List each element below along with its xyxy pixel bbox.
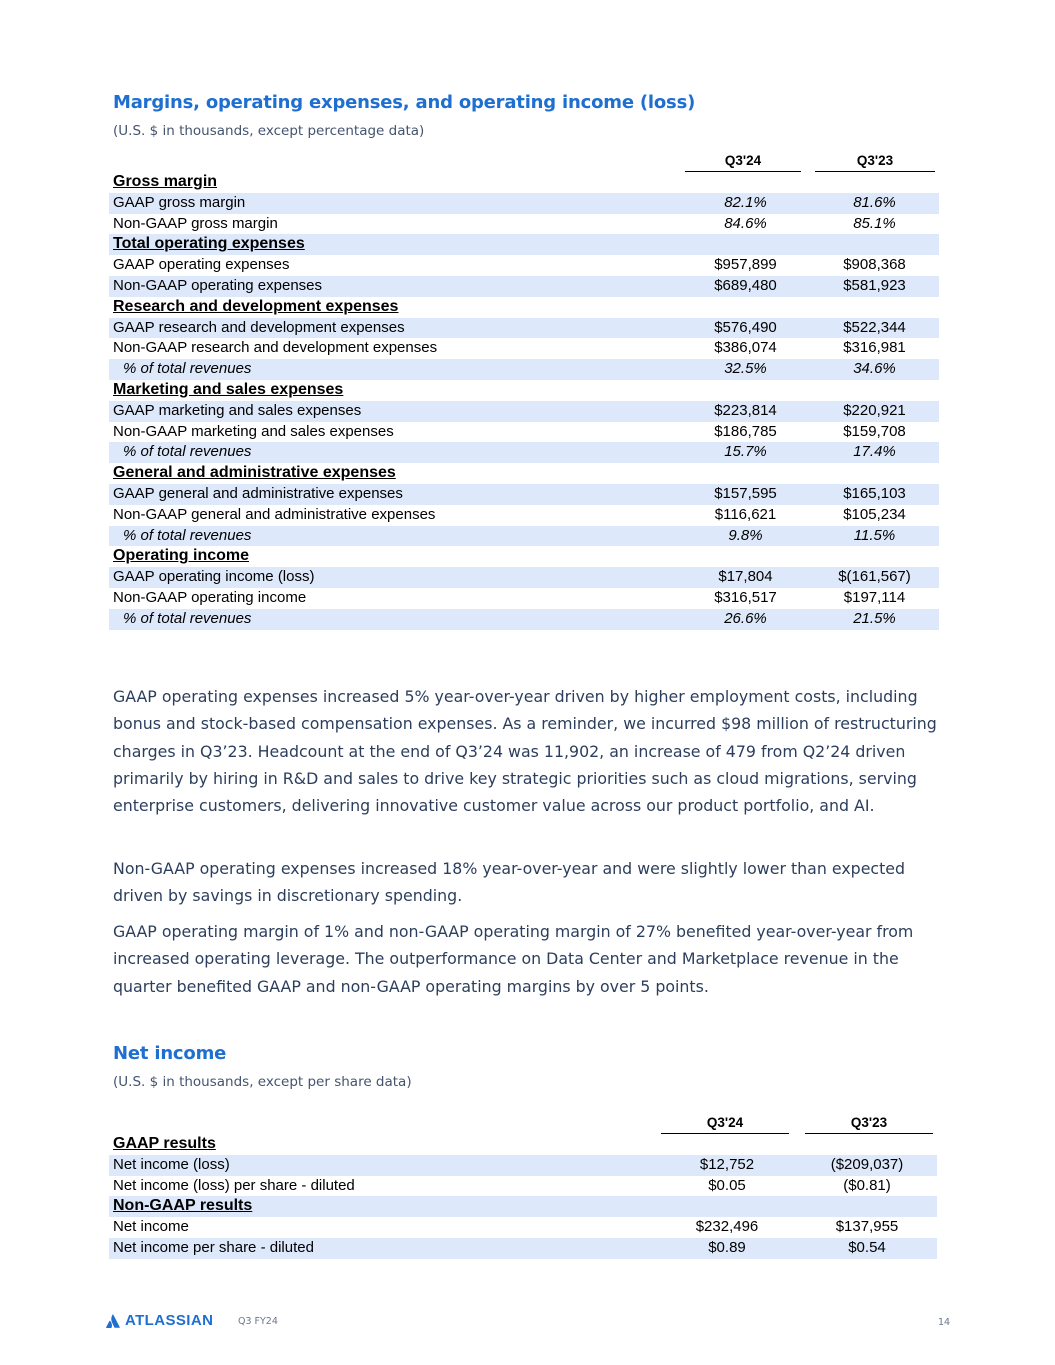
- section-header-row: [109, 546, 939, 567]
- value-q3-24: $223,814: [681, 401, 810, 422]
- empty-cell: [681, 297, 810, 318]
- section-label: Non-GAAP results: [109, 1196, 657, 1217]
- row-label: Net income (loss): [109, 1155, 657, 1176]
- empty-cell: [681, 172, 810, 193]
- table-row: [109, 318, 939, 339]
- value-q3-23: ($0.81): [843, 1176, 891, 1194]
- empty-cell: [681, 380, 810, 401]
- row-label: GAAP gross margin: [109, 193, 681, 214]
- brand-name: ATLASSIAN: [125, 1312, 214, 1329]
- table-row: [109, 567, 939, 588]
- value-q3-24: $232,496: [695, 1218, 759, 1236]
- table-row: [109, 484, 939, 505]
- value-q3-24: $957,899: [714, 256, 777, 274]
- value-q3-23: 21.5%: [810, 609, 939, 630]
- value-q3-24: 15.7%: [681, 442, 810, 463]
- section-subtitle-net-income: (U.S. $ in thousands, except per share data): [113, 1074, 412, 1090]
- table-row: [109, 609, 939, 630]
- empty-cell: [810, 172, 939, 193]
- row-label: Non-GAAP operating income: [113, 588, 307, 606]
- section-label: Gross margin: [113, 173, 218, 190]
- value-q3-23: $(161,567): [810, 567, 939, 588]
- value-q3-23: $105,234: [843, 505, 906, 523]
- value-q3-24: 82.1%: [681, 193, 810, 214]
- table-row: [109, 359, 939, 380]
- value-q3-23: 85.1%: [853, 214, 896, 232]
- table-row: [109, 338, 939, 359]
- value-q3-24: $17,804: [681, 567, 810, 588]
- column-header-q3-24: Q3'24: [657, 1112, 797, 1134]
- table-row: [109, 214, 939, 235]
- value-q3-23: $908,368: [843, 256, 906, 274]
- row-label: Non-GAAP general and administrative expenses: [113, 505, 436, 523]
- value-q3-23: 11.5%: [810, 526, 939, 547]
- paragraph-non-gaap-opex: Non-GAAP operating expenses increased 18% year-over-year and were slightly lower than expected driven by savings in discretionary spending.: [113, 859, 906, 906]
- section-header-row: [109, 463, 939, 484]
- empty-cell: [810, 546, 939, 567]
- row-label: Non-GAAP operating expenses: [109, 276, 681, 297]
- section-label: General and administrative expenses: [113, 464, 396, 482]
- atlassian-logo: [106, 1312, 213, 1329]
- section-header-row: [109, 297, 939, 318]
- section-header-row: [109, 234, 939, 255]
- empty-cell: [681, 234, 810, 255]
- table-row: [109, 276, 939, 297]
- section-label: Research and development expenses: [113, 297, 399, 315]
- table-row: [109, 422, 939, 443]
- empty-cell: [810, 463, 939, 484]
- value-q3-23: 34.6%: [810, 359, 939, 380]
- row-label: % of total revenues: [109, 442, 681, 463]
- row-label: GAAP research and development expenses: [109, 318, 681, 339]
- column-header-q3-24: Q3'24: [681, 150, 810, 172]
- table-row: [109, 1217, 937, 1238]
- table-row: [109, 526, 939, 547]
- value-q3-23: 17.4%: [810, 442, 939, 463]
- value-q3-23: $165,103: [810, 484, 939, 505]
- table-row: [109, 401, 939, 422]
- row-label: GAAP operating income (loss): [109, 567, 681, 588]
- section-title-margins: Margins, operating expenses, and operating income (loss): [113, 92, 696, 113]
- row-label: Net income: [113, 1218, 189, 1236]
- footer-period: Q3 FY24: [238, 1316, 278, 1327]
- value-q3-24: $576,490: [681, 318, 810, 339]
- section-subtitle-margins: (U.S. $ in thousands, except percentage data): [113, 123, 425, 139]
- section-label: GAAP results: [113, 1135, 216, 1152]
- value-q3-24: $0.05: [708, 1176, 746, 1194]
- value-q3-24: 26.6%: [681, 609, 810, 630]
- paragraph-operating-margin: GAAP operating margin of 1% and non-GAAP operating margin of 27% benefited year-over-year from increased operating leverage. The outperformance on Data Center and Marketplace revenue in the quarter benefited GAAP and non-GAAP operating margins by over 5 points.: [113, 922, 914, 996]
- net-income-table: [109, 1112, 937, 1259]
- value-q3-23: $197,114: [843, 588, 906, 606]
- value-q3-23: ($209,037): [797, 1155, 937, 1176]
- row-label: GAAP operating expenses: [113, 256, 290, 274]
- value-q3-24: $186,785: [714, 422, 777, 440]
- row-label: Non-GAAP marketing and sales expenses: [113, 422, 394, 440]
- row-label: % of total revenues: [109, 609, 681, 630]
- section-label: Total operating expenses: [109, 234, 681, 255]
- empty-cell: [681, 463, 810, 484]
- table-row: [109, 1176, 937, 1197]
- table-row: [109, 255, 939, 276]
- row-label: Non-GAAP gross margin: [113, 214, 278, 232]
- empty-cell: [810, 380, 939, 401]
- value-q3-24: 84.6%: [724, 214, 767, 232]
- value-q3-24: 32.5%: [681, 359, 810, 380]
- empty-cell: [810, 234, 939, 255]
- row-label: GAAP general and administrative expenses: [109, 484, 681, 505]
- atlassian-logo-icon: [106, 1314, 120, 1328]
- value-q3-23: $581,923: [810, 276, 939, 297]
- value-q3-23: $220,921: [810, 401, 939, 422]
- page-number: 14: [938, 1317, 951, 1328]
- empty-cell: [797, 1196, 937, 1217]
- value-q3-23: $137,955: [835, 1218, 899, 1236]
- table-row: [109, 588, 939, 609]
- section-header-row: [109, 1196, 937, 1217]
- row-label: % of total revenues: [109, 526, 681, 547]
- value-q3-23: $0.54: [797, 1238, 937, 1259]
- empty-cell: [810, 297, 939, 318]
- value-q3-24: $12,752: [657, 1155, 797, 1176]
- value-q3-24: $157,595: [681, 484, 810, 505]
- column-header-q3-23: Q3'23: [797, 1112, 937, 1134]
- section-label: Operating income: [113, 547, 250, 565]
- value-q3-24: $316,517: [714, 588, 777, 606]
- value-q3-23: $522,344: [810, 318, 939, 339]
- section-label: Marketing and sales expenses: [113, 380, 344, 398]
- paragraph-gaap-opex: GAAP operating expenses increased 5% year-over-year driven by higher employment costs, including bonus and stock-based compensation expenses. As a reminder, we incurred $98 million of restructuring charges in Q3’23. Headcount at the end of Q3’24 was 11,902, an increase of 479 from Q2’24 driven primarily by hiring in R&D and sales to drive key strategic priorities such as cloud migrations, serving enterprise customers, delivering innovative customer value across our product portfolio, and AI.: [113, 687, 937, 816]
- value-q3-23: $159,708: [843, 422, 906, 440]
- value-q3-24: $386,074: [714, 339, 777, 357]
- row-label: GAAP marketing and sales expenses: [109, 401, 681, 422]
- row-label: Net income (loss) per share - diluted: [113, 1176, 355, 1194]
- column-header-q3-23: Q3'23: [810, 150, 939, 172]
- table-row: [109, 505, 939, 526]
- section-title-net-income: Net income: [113, 1043, 227, 1064]
- empty-cell: [657, 1134, 797, 1155]
- value-q3-24: $116,621: [714, 505, 777, 523]
- value-q3-24: $0.89: [657, 1238, 797, 1259]
- section-header-row: [109, 172, 939, 193]
- row-label: Net income per share - diluted: [109, 1238, 657, 1259]
- row-label: % of total revenues: [109, 359, 681, 380]
- table-row: [109, 1238, 937, 1259]
- empty-cell: [681, 546, 810, 567]
- value-q3-23: 81.6%: [810, 193, 939, 214]
- value-q3-24: 9.8%: [681, 526, 810, 547]
- section-header-row: [109, 380, 939, 401]
- table-row: [109, 442, 939, 463]
- section-header-row: [109, 1134, 937, 1155]
- row-label: Non-GAAP research and development expenses: [113, 339, 438, 357]
- table-row: [109, 1155, 937, 1176]
- margins-opex-table: [109, 150, 939, 630]
- value-q3-23: $316,981: [843, 339, 906, 357]
- empty-cell: [657, 1196, 797, 1217]
- value-q3-24: $689,480: [681, 276, 810, 297]
- table-row: [109, 193, 939, 214]
- empty-cell: [797, 1134, 937, 1155]
